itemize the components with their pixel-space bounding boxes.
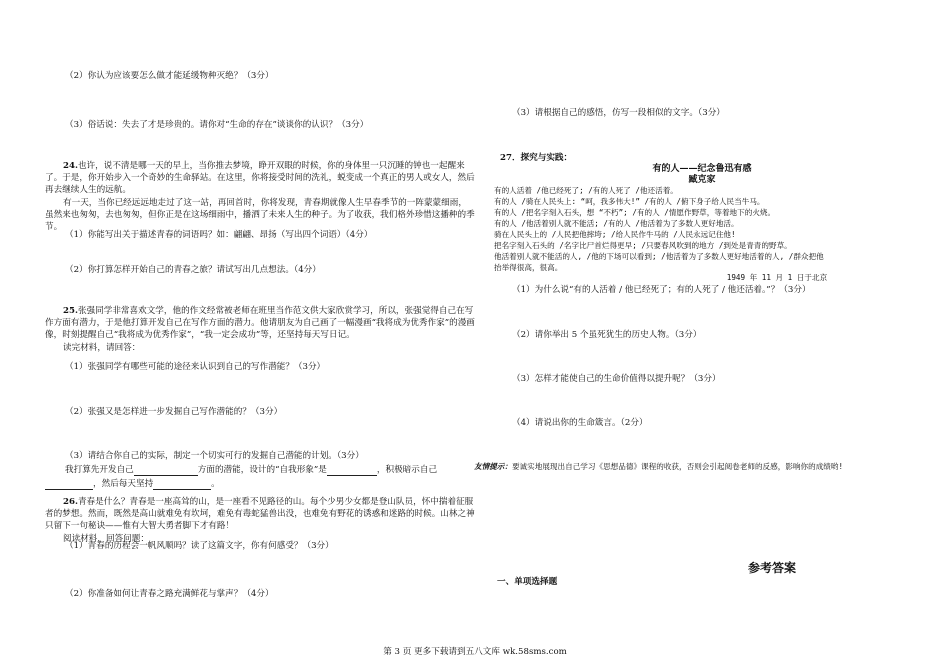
- q26-passage: [45, 496, 475, 545]
- q25-number: 25.: [63, 306, 78, 316]
- tip-label: 友情提示：: [474, 462, 512, 471]
- q27-part2: （2）请你举出 5 个虽死犹生的历史人物。（3分）: [512, 330, 702, 340]
- q23-part3: （3）俗话说：失去了才是珍贵的。请你对“生命的存在”谈谈你的认识？（3分）: [65, 120, 369, 130]
- q25-blank-4[interactable]: [153, 477, 211, 490]
- q25-part2: （2）张强又是怎样进一步发掘自己写作潜能的？（3分）: [65, 407, 283, 417]
- q27-part3: （3）怎样才能使自己的生命价值得以提升呢？（3分）: [512, 374, 721, 384]
- q25-read-prompt: 读完材料，请回答：: [63, 342, 141, 353]
- answers-title: 参考答案: [747, 561, 796, 575]
- q27-part1: （1）为什么说“有的人活着 / 他已经死了；有的人死了 / 他还活着。”？（3分）: [512, 285, 811, 295]
- q25-fill-line-1: 我打算先开发自己 方面的潜能，设计的“自我形象”是 ，积极暗示自己: [65, 465, 438, 475]
- poem-line: 他活着别人就不能活的人, /他的下场可以看到; /他活着为了多数人更好地活着的人, /群众把他: [494, 252, 824, 261]
- page-footer: 第 3 页 更多下载请到五八文库 wk.58sms.com: [383, 647, 567, 657]
- q25-passage: [45, 305, 475, 354]
- poem-line: 有的人活着 /他已经死了; /有的人死了 /他还活着。: [494, 186, 678, 195]
- q25-paragraph: 张强同学非常喜欢文学，他的作文经常被老师在班里当作范文供大家欣赏学习，所以，张强觉得自己在写作方面有潜力，于是他打算开发自己在写作方面的潜力。他请朋友为自己画了一幅漫画“我将成为优秀作家”的漫画像，时刻提醒自己“我将成为优秀作家”，“我一定会成功”等，还坚持每天写日记。: [45, 306, 475, 341]
- poem-line: 骑在人民头上的 /人民把他摔垮; /给人民作牛马的 /人民永远记住他!: [494, 230, 736, 239]
- q24-part1: （1）你能写出关于描述青春的词语吗？如：翩翩、昂扬（写出四个词语）（4分）: [65, 230, 373, 240]
- q24-passage: [45, 160, 475, 233]
- poem-author: 臧克家: [688, 175, 716, 185]
- poem-line: 抬举得很高，很高。: [494, 263, 563, 272]
- q23-part2: （2）你认为应该要怎么做才能延缓物种灭绝？（3分）: [65, 71, 274, 81]
- tip-text: 要诚实地展现出自己学习《思想品德》课程的收获，否则会引起阅卷老师的反感，影响你的成绩哟!: [511, 462, 844, 471]
- q25-part3: （3）请结合你自己的实际，制定一个切实可行的发掘自己潜能的计划。（3分）: [65, 451, 364, 461]
- q27-part4: （4）请说出你的生命箴言。（2分）: [512, 418, 648, 428]
- poem-line: 有的人 /他活着别人就不能活; /有的人 /他活着为了多数人更好地活。: [494, 219, 739, 228]
- poem-line: 把名字刻入石头的 /名字比尸首烂得更早; /只要春风吹到的地方 /到处是青青的野草。: [494, 241, 792, 250]
- q25-blank-3[interactable]: [45, 477, 93, 490]
- section-single-choice: 一、单项选择题: [497, 577, 558, 587]
- q26-paragraph: 青春是什么？青春是一座高耸的山，是一座看不见路径的山。每个少男少女都是登山队员，怀中揣着征服者的梦想。然而，既然是高山就难免有坎坷，难免有毒蛇猛兽出没，也难免有野花的诱惑和迷路的时候。山林之神只留下一句秘诀——惟有大智大勇者脚下才有路！: [45, 497, 475, 532]
- q24-paragraph-2: 有一天，当你已经远远地走过了这一站，再回首时，你将发现，青春期就像人生早春季节的一阵蒙蒙细雨，虽然来也匆匆，去也匆匆，但你正是在这场细雨中，播洒了未来人生的种子。为了收获，我们格外珍惜这播种的季节。: [45, 197, 475, 233]
- q26-part1: （1）青春的历程会一帆风顺吗？读了这篇文字，你有何感受？（3分）: [65, 541, 334, 551]
- poem-line: 有的人 /骑在人民头上: “呵，我多伟大!” /有的人 /俯下身子给人民当牛马。: [494, 197, 765, 206]
- q25-blank-1[interactable]: [134, 463, 198, 476]
- q24-part2: （2）你打算怎样开始自己的青春之旅？请试写出几点想法。（4分）: [65, 265, 321, 275]
- friendly-tip: [474, 461, 922, 472]
- poem-title: 有的人——纪念鲁迅有感: [652, 164, 752, 174]
- q27-heading: 27．探究与实践：: [500, 153, 573, 163]
- q26-part2: （2）你准备如何让青春之路充满鲜花与掌声？（4分）: [65, 589, 274, 599]
- q26-part3: （3）请根据自己的感悟，仿写一段相似的文字。（3分）: [512, 108, 725, 118]
- q26-read-prompt: 阅读材料，回答问题：: [63, 533, 149, 544]
- q25-blank-2[interactable]: [327, 463, 377, 476]
- q26-number: 26.: [63, 497, 78, 507]
- q25-fill-line-2: ，然后每天坚持 。: [45, 477, 475, 490]
- q25-part1: （1）张强同学有哪些可能的途径来认识到自己的写作潜能？（3分）: [65, 362, 326, 372]
- q24-number: 24.: [63, 161, 78, 171]
- q24-paragraph-1: 也许，说不清是哪一天的早上，当你推去梦境，睁开双眼的时候，你的身体里一只沉睡的钟也一起醒来了。于是，你开始步入一个奇妙的生命驿站。在这里，你将接受时间的洗礼，蜕变成一个真正的男人或女人，然后再去继续人生的远航。: [45, 161, 475, 196]
- poem-date: 1949 年 11 月 1 日于北京: [726, 273, 828, 282]
- poem-line: 有的人 /把名字刻入石头，想 “不朽”; /有的人 /情愿作野草，等着地下的火烧。: [494, 208, 776, 217]
- poem-body: [494, 185, 918, 273]
